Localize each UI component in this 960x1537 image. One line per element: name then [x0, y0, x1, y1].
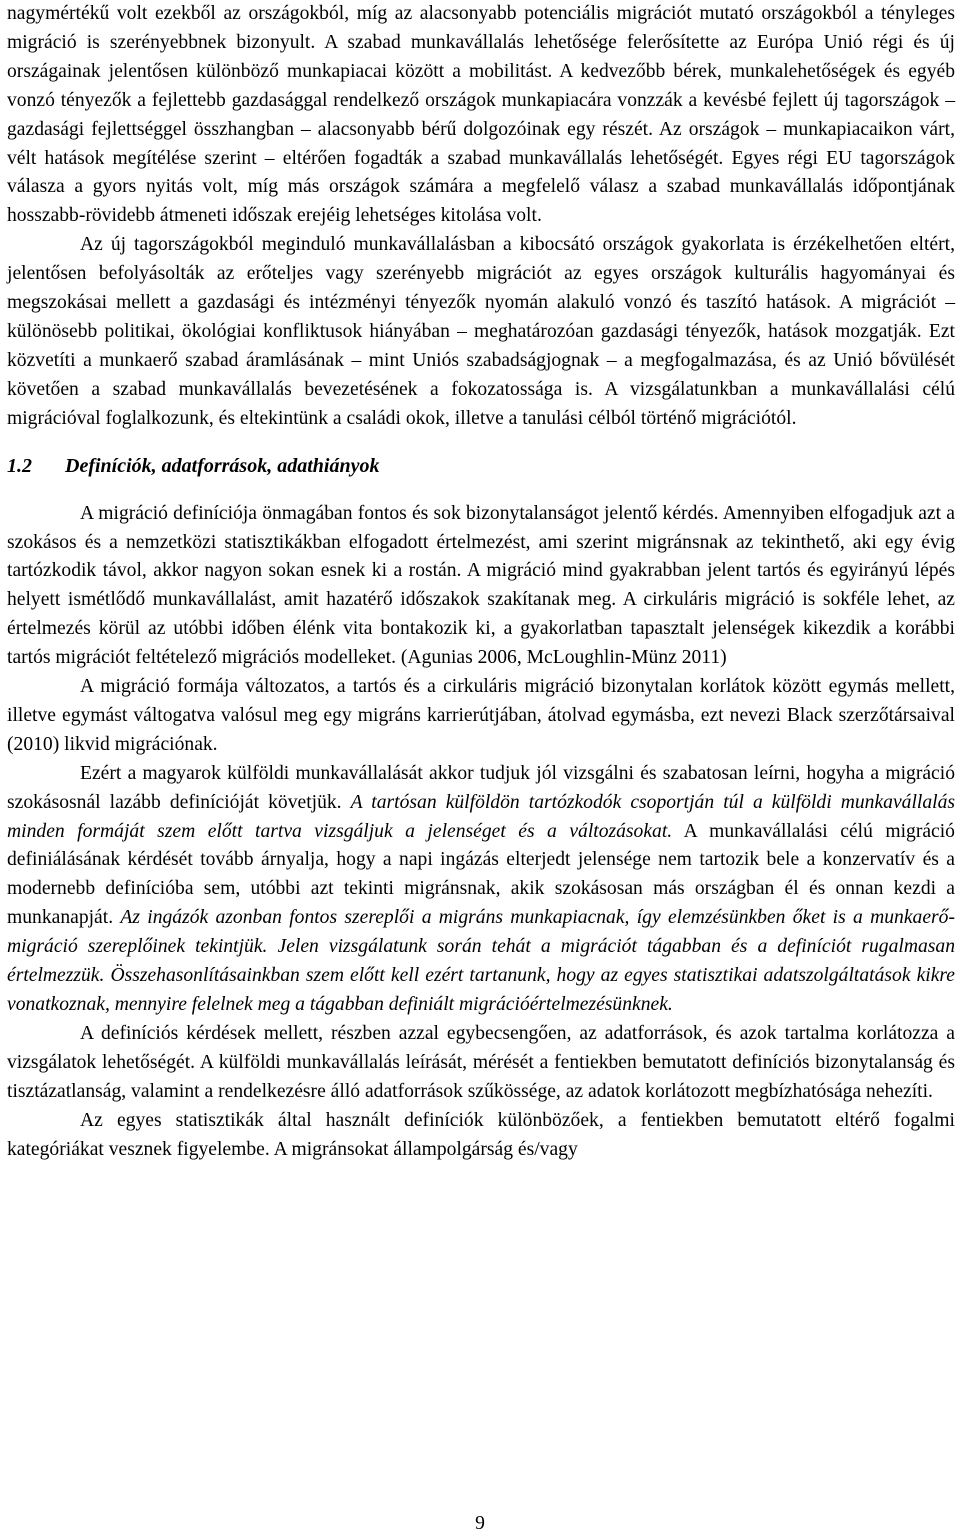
document-page [7, 0, 955, 1164]
text-span: A migráció definíciója önmagában fontos és sok bizonytalanságot jelentő kérdés. Amennyiben elfogadjuk azt a szokásos és a nemzetközi statisztikákban elfogadott értelmezést, ami szerint migránsnak az tekinthető, aki egy évig tartózkodik távol, akkor nagyon sokan esnek ki a rostán. A migráció mind gyakrabban jelent tartós és egyirányú lépés helyett ismétlődő munkavállalást, amit hazatérő időszakok szakítanak meg. A cirkuláris migráció is sokféle lehet, az értelmezés körül az utóbbi időben élénk vita bontakozik ki, a gyakorlatban tapasztalt jelenségek kikezdik a korábbi tartós migrációt feltételező migrációs modelleket. (Agunias 2006, McLoughlin-Münz 2011) [7, 502, 955, 669]
text-span: Ezért a magyarok külföldi munkavállalását akkor tudjuk jól vizsgálni és szabatosan leírni, hogyha a migráció szokásosnál lazább definícióját követjük. [7, 762, 955, 813]
italic-text-span: Az ingázók azonban fontos szereplői a migráns munkapiacnak, így elemzésünkben őket is a munkaerő-migráció szereplőinek tekintjük. Jelen vizsgálatunk során tehát a migrációt tágabban és a definíciót rugalmasan értelmezzük. Összehasonlításainkban szem előtt kell ezért tartanunk, hogy az egyes statisztikai adatszolgáltatások kikre vonatkoznak, mennyire felelnek meg a tágabban definiált migrációértelmezésünknek. [7, 907, 955, 1015]
paragraph [7, 500, 955, 673]
text-span: A munkavállalási célú migráció definiálásának kérdését tovább árnyalja, hogy a napi ingázás elterjedt jelensége nem tartozik bele a konzervatív és a modernebb definícióba sem, utóbbi azt tekinti migránsnak, akik szokásosan más országban él és onnan kezdi a munkanapját. [7, 820, 955, 929]
text-span: Az új tagországokból meginduló munkavállalásban a kibocsátó országok gyakorlata is érzékelhetően eltért, jelentősen befolyásolták az erőteljes vagy szerényebb migrációt az egyes országok kulturális hagyományai és megszokásai mellett a gazdasági és intézményi tényezők nyomán alakuló vonzó és taszító hatások. A migrációt – különösebb politikai, ökológiai konfliktusok hiányában – meghatározóan gazdasági tényezők, hatások mozgatják. Ezt közvetíti a munkaerő szabad áramlásának – mint Uniós szabadságjognak – a megfogalmazása, és az Unió bővülését követően a szabad munkavállalás bevezetésének a fokozatossága is. A vizsgálatunkban a munkavállalási célú migrációval foglalkozunk, és eltekintünk a családi okok, illetve a tanulási célból történő migrációtól. [7, 234, 955, 429]
paragraph [7, 1107, 955, 1165]
text-span: A migráció formája változatos, a tartós és a cirkuláris migráció bizonytalan korlátok között egymás mellett, illetve egymást váltogatva valósul meg egy migráns karrierútjában, átolvad egymásba, ezt nevezi Black szerzőtársaival (2010) likvid migrációnak. [7, 676, 955, 755]
text-span: A definíciós kérdések mellett, részben azzal egybecsengően, az adatforrások, és azok tartalma korlátozza a vizsgálatok lehetőségét. A külföldi munkavállalás leírását, mérését a fentiekben bemutatott definíciós bizonytalanság és tisztázatlanság, valamint a rendelkezésre álló adatforrások szűkössége, az adatok korlátozott megbízhatósága nehezíti. [7, 1022, 955, 1102]
paragraph [7, 1020, 955, 1107]
paragraph [7, 760, 955, 1020]
body-text-section [7, 0, 955, 434]
paragraph [7, 0, 955, 231]
paragraph [7, 231, 955, 433]
body-text-section [7, 500, 955, 1165]
paragraph [7, 673, 955, 760]
section-title: Definíciók, adatforrások, adathiányok [65, 454, 380, 477]
italic-text-span: A tartósan külföldön tartózkodók csoportján túl a külföldi munkavállalás minden formáját szem előtt tartva vizsgáljuk a jelenséget és a változásokat. [7, 791, 955, 842]
section-heading [7, 434, 955, 500]
text-span: Az egyes statisztikák által használt definíciók különbözőek, a fentiekben bemutatott eltérő fogalmi kategóriákat vesznek figyelembe. A migránsokat állampolgárság és/vagy [7, 1109, 955, 1160]
text-span: nagymértékű volt ezekből az országokból, míg az alacsonyabb potenciális migrációt mutató országokból a tényleges migráció is szerényebbnek bizonyult. A szabad munkavállalás lehetősége felerősítette az Európa Unió régi és új országainak jelentősen különböző munkapiacai között a mobilitást. A kedvezőbb bérek, munkalehetőségek és egyéb vonzó tényezők a fejlettebb gazdasággal rendelkező országok munkapiacára vonzzák a kevésbé fejlett új tagországok – gazdasági fejlettséggel összhangban – alacsonyabb bérű dolgozóinak egy részét. Az országok – munkapiacaikon várt, vélt hatások megítélése szerint – eltérően fogadták a szabad munkavállalás lehetőségét. Egyes régi EU tagországok válasza a gyors nyitás volt, míg más országok számára a megfelelő válasz a szabad munkavállalás időpontjának hosszabb-rövidebb átmeneti időszak erejéig lehetséges kitolása volt. [7, 3, 955, 227]
section-number: 1.2 [7, 454, 32, 477]
page-number: 9 [475, 1513, 485, 1534]
